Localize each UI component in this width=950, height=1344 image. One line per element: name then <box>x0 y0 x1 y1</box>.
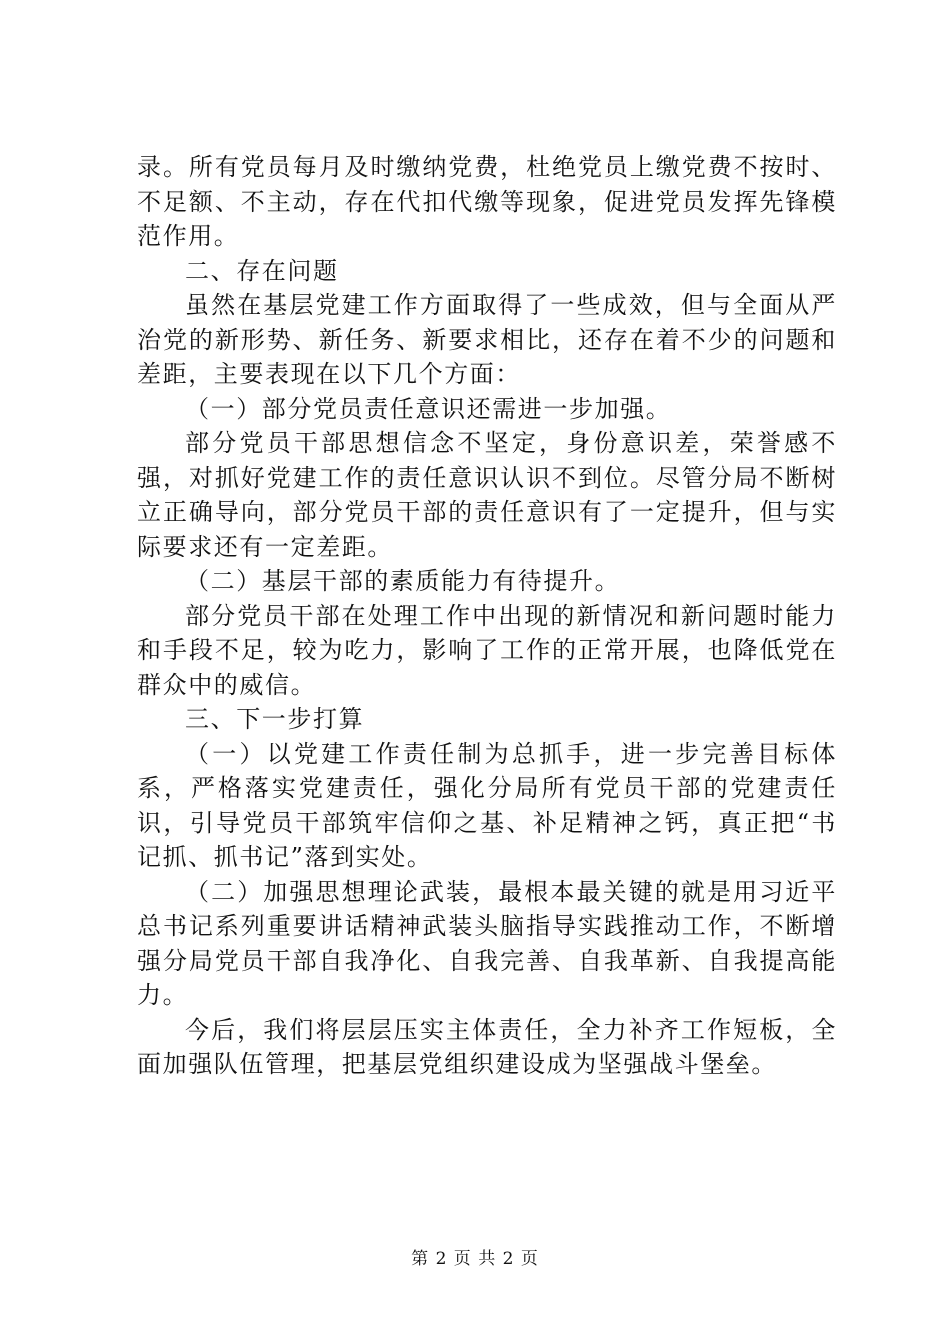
subheading-responsibility: （一）部分党员责任意识还需进一步加强。 <box>185 394 672 423</box>
subheading-capability: （二）基层干部的素质能力有待提升。 <box>185 567 621 595</box>
paragraph-capability: 部分党员干部在处理工作中出现的新情况和新问题时能力和手段不足，较为吃力，影响了工作的正常开展，也降低党在群众中的威信。 <box>137 601 837 699</box>
section-heading-problems: 二、存在问题 <box>185 256 339 285</box>
document-body <box>137 150 837 1082</box>
paragraph-continuation: 录。所有党员每月及时缴纳党费，杜绝党员上缴党费不按时、不足额、不主动，存在代扣代缴等现象，促进党员发挥先锋模范作用。 <box>137 153 837 250</box>
paragraph-next-step-one: （一）以党建工作责任制为总抓手，进一步完善目标体系，严格落实党建责任，强化分局所有党员干部的党建责任识，引导党员干部筑牢信仰之基、补足精神之钙，真正把“书记抓、抓书记”落到实处。 <box>137 739 837 871</box>
paragraph-responsibility: 部分党员干部思想信念不坚定，身份意识差，荣誉感不强，对抓好党建工作的责任意识认识不到位。尽管分局不断树立正确导向，部分党员干部的责任意识有了一定提升，但与实际要求还有一定差距。 <box>137 429 837 561</box>
paragraph-next-step-two: （二）加强思想理论武装，最根本最关键的就是用习近平总书记系列重要讲话精神武装头脑指导实践推动工作，不断增强分局党员干部自我净化、自我完善、自我革新、自我提高能力。 <box>137 877 837 1009</box>
page-number-footer: 第 2 页 共 2 页 <box>411 1249 539 1269</box>
paragraph-conclusion: 今后，我们将层层压实主体责任，全力补齐工作短板，全面加强队伍管理，把基层党组织建设成为坚强战斗堡垒。 <box>137 1015 837 1078</box>
paragraph-problems-intro: 虽然在基层党建工作方面取得了一些成效，但与全面从严治党的新形势、新任务、新要求相比，还存在着不少的问题和差距，主要表现在以下几个方面： <box>137 291 837 388</box>
section-heading-next-steps: 三、下一步打算 <box>185 705 365 733</box>
